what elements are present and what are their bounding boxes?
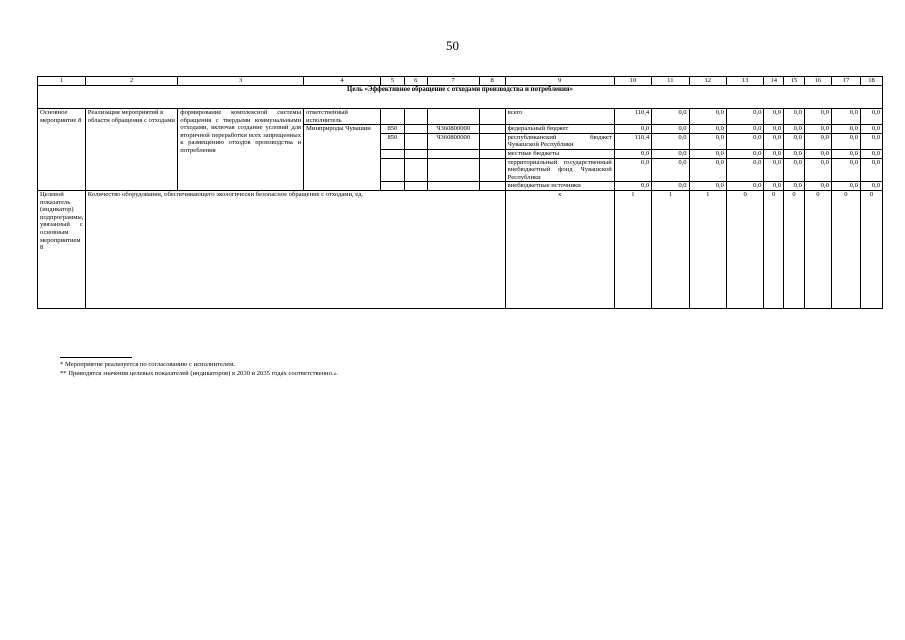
grbs-cell: 850 [380, 125, 404, 134]
column-number: 13 [726, 77, 763, 86]
indicator-value: 1 [652, 190, 689, 308]
value-cell: 0,0 [764, 182, 784, 191]
indicator-value: 1 [689, 190, 726, 308]
code-cell: Ч360800000 [427, 133, 479, 149]
value-cell: 0,0 [764, 109, 784, 125]
value-cell: 0,0 [726, 125, 763, 134]
empty-cell [404, 133, 427, 149]
event-name: Основное мероприятие 8 [38, 109, 86, 191]
grbs-cell [380, 182, 404, 191]
value-cell: 0,0 [831, 109, 860, 125]
value-cell: 0,0 [689, 133, 726, 149]
event-title: Реализация мероприятий в области обращения с отходами [85, 109, 178, 191]
value-cell: 0,0 [831, 158, 860, 182]
indicator-label: Целевой показатель (индикатор) подпрограммы, увязанный с основным мероприятием 8 [38, 190, 86, 308]
code-cell [427, 149, 479, 158]
indicator-value: 0 [861, 190, 883, 308]
empty-cell [404, 182, 427, 191]
value-cell: 0,0 [784, 133, 805, 149]
empty-cell [404, 149, 427, 158]
value-cell: 0,0 [614, 182, 651, 191]
value-cell: 0,0 [652, 149, 689, 158]
column-number: 5 [380, 77, 404, 86]
grbs-cell [380, 158, 404, 182]
value-cell: 0,0 [861, 182, 883, 191]
responsible-label: ответственный исполнитель [304, 109, 381, 125]
column-number: 1 [38, 77, 86, 86]
column-number: 16 [804, 77, 831, 86]
indicator-text: Количество оборудования, обеспечивающего экологически безопасное обращение с отходами, ед. [85, 190, 505, 308]
funding-source: федеральный бюджет [505, 125, 614, 134]
footnote: ** Приводятся значения целевых показателей (индикаторов) в 2030 и 2035 годах соответственно.». [60, 370, 339, 377]
column-number: 8 [479, 77, 505, 86]
value-cell: 0,0 [861, 149, 883, 158]
column-number: 15 [784, 77, 805, 86]
value-cell: 0,0 [764, 149, 784, 158]
indicator-value: 0 [784, 190, 805, 308]
value-cell: 0,0 [726, 133, 763, 149]
funding-source: территориальный государственный внебюджетный фонд Чувашской Республики [505, 158, 614, 182]
indicator-value: 0 [764, 190, 784, 308]
column-number: 9 [505, 77, 614, 86]
value-cell: 0,0 [861, 109, 883, 125]
indicator-marker: х [505, 190, 614, 308]
column-number: 10 [614, 77, 651, 86]
value-cell: 0,0 [861, 133, 883, 149]
value-cell: 0,0 [689, 149, 726, 158]
column-number: 6 [404, 77, 427, 86]
indicator-value: 0 [804, 190, 831, 308]
value-cell: 0,0 [861, 158, 883, 182]
value-cell: 0,0 [614, 149, 651, 158]
value-cell: 0,0 [804, 109, 831, 125]
indicator-value: 0 [831, 190, 860, 308]
value-cell: 0,0 [614, 125, 651, 134]
value-cell: 0,0 [804, 149, 831, 158]
empty-cell [404, 109, 427, 125]
value-cell: 0,0 [804, 125, 831, 134]
program-table [37, 76, 883, 309]
column-number: 3 [178, 77, 304, 86]
value-cell: 0,0 [689, 182, 726, 191]
value-cell: 0,0 [804, 182, 831, 191]
funding-source: внебюджетные источники [505, 182, 614, 191]
footnote-divider [60, 357, 132, 358]
empty-cell [404, 158, 427, 182]
responsible-org: Минприроды Чувашии [304, 125, 381, 191]
funding-source: всего [505, 109, 614, 125]
value-cell: 0,0 [726, 158, 763, 182]
event-result: формирование комплексной системы обращения с твердыми коммунальными отходами, включая создание условий для вторичной переработки всех запрещенных к размещению отходов производства и потребления [178, 109, 304, 191]
value-cell: 0,0 [784, 109, 805, 125]
code-cell [427, 158, 479, 182]
code-cell: Ч360800000 [427, 125, 479, 134]
indicator-row [38, 190, 883, 308]
empty-cell [479, 158, 505, 182]
value-cell: 0,0 [689, 109, 726, 125]
column-number: 14 [764, 77, 784, 86]
value-cell: 0,0 [652, 109, 689, 125]
grbs-cell [380, 109, 404, 125]
value-cell: 0,0 [764, 125, 784, 134]
table-row [38, 109, 883, 125]
indicator-value: 0 [726, 190, 763, 308]
column-number: 18 [861, 77, 883, 86]
funding-source: республиканский бюджет Чувашской Республики [505, 133, 614, 149]
grbs-cell: 850 [380, 133, 404, 149]
value-cell: 0,0 [784, 158, 805, 182]
value-cell: 0,0 [614, 158, 651, 182]
code-cell [427, 182, 479, 191]
value-cell: 0,0 [726, 182, 763, 191]
empty-cell [479, 133, 505, 149]
column-number: 11 [652, 77, 689, 86]
goal-heading: Цель «Эффективное обращение с отходами производства и потребления» [38, 86, 883, 109]
value-cell: 0,0 [831, 149, 860, 158]
page-number: 50 [446, 38, 459, 53]
value-cell: 0,0 [652, 158, 689, 182]
value-cell: 0,0 [831, 125, 860, 134]
value-cell: 0,0 [726, 109, 763, 125]
code-cell [427, 109, 479, 125]
empty-cell [404, 125, 427, 134]
value-cell: 0,0 [764, 133, 784, 149]
column-number: 7 [427, 77, 479, 86]
value-cell: 0,0 [652, 125, 689, 134]
value-cell: 0,0 [784, 182, 805, 191]
grbs-cell [380, 149, 404, 158]
value-cell: 0,0 [652, 182, 689, 191]
indicator-value: 1 [614, 190, 651, 308]
value-cell: 0,0 [831, 133, 860, 149]
value-cell: 0,0 [689, 158, 726, 182]
column-number: 2 [85, 77, 178, 86]
value-cell: 110,4 [614, 109, 651, 125]
empty-cell [479, 149, 505, 158]
column-number-row [38, 77, 883, 86]
empty-cell [479, 182, 505, 191]
value-cell: 110,4 [614, 133, 651, 149]
value-cell: 0,0 [804, 158, 831, 182]
value-cell: 0,0 [784, 149, 805, 158]
column-number: 12 [689, 77, 726, 86]
value-cell: 0,0 [689, 125, 726, 134]
value-cell: 0,0 [861, 125, 883, 134]
empty-cell [479, 125, 505, 134]
value-cell: 0,0 [784, 125, 805, 134]
empty-cell [479, 109, 505, 125]
column-number: 4 [304, 77, 381, 86]
value-cell: 0,0 [804, 133, 831, 149]
value-cell: 0,0 [764, 158, 784, 182]
value-cell: 0,0 [652, 133, 689, 149]
value-cell: 0,0 [831, 182, 860, 191]
column-number: 17 [831, 77, 860, 86]
footnote: * Мероприятие реализуется по согласованию с исполнителем. [60, 361, 235, 368]
funding-source: местные бюджеты [505, 149, 614, 158]
value-cell: 0,0 [726, 149, 763, 158]
